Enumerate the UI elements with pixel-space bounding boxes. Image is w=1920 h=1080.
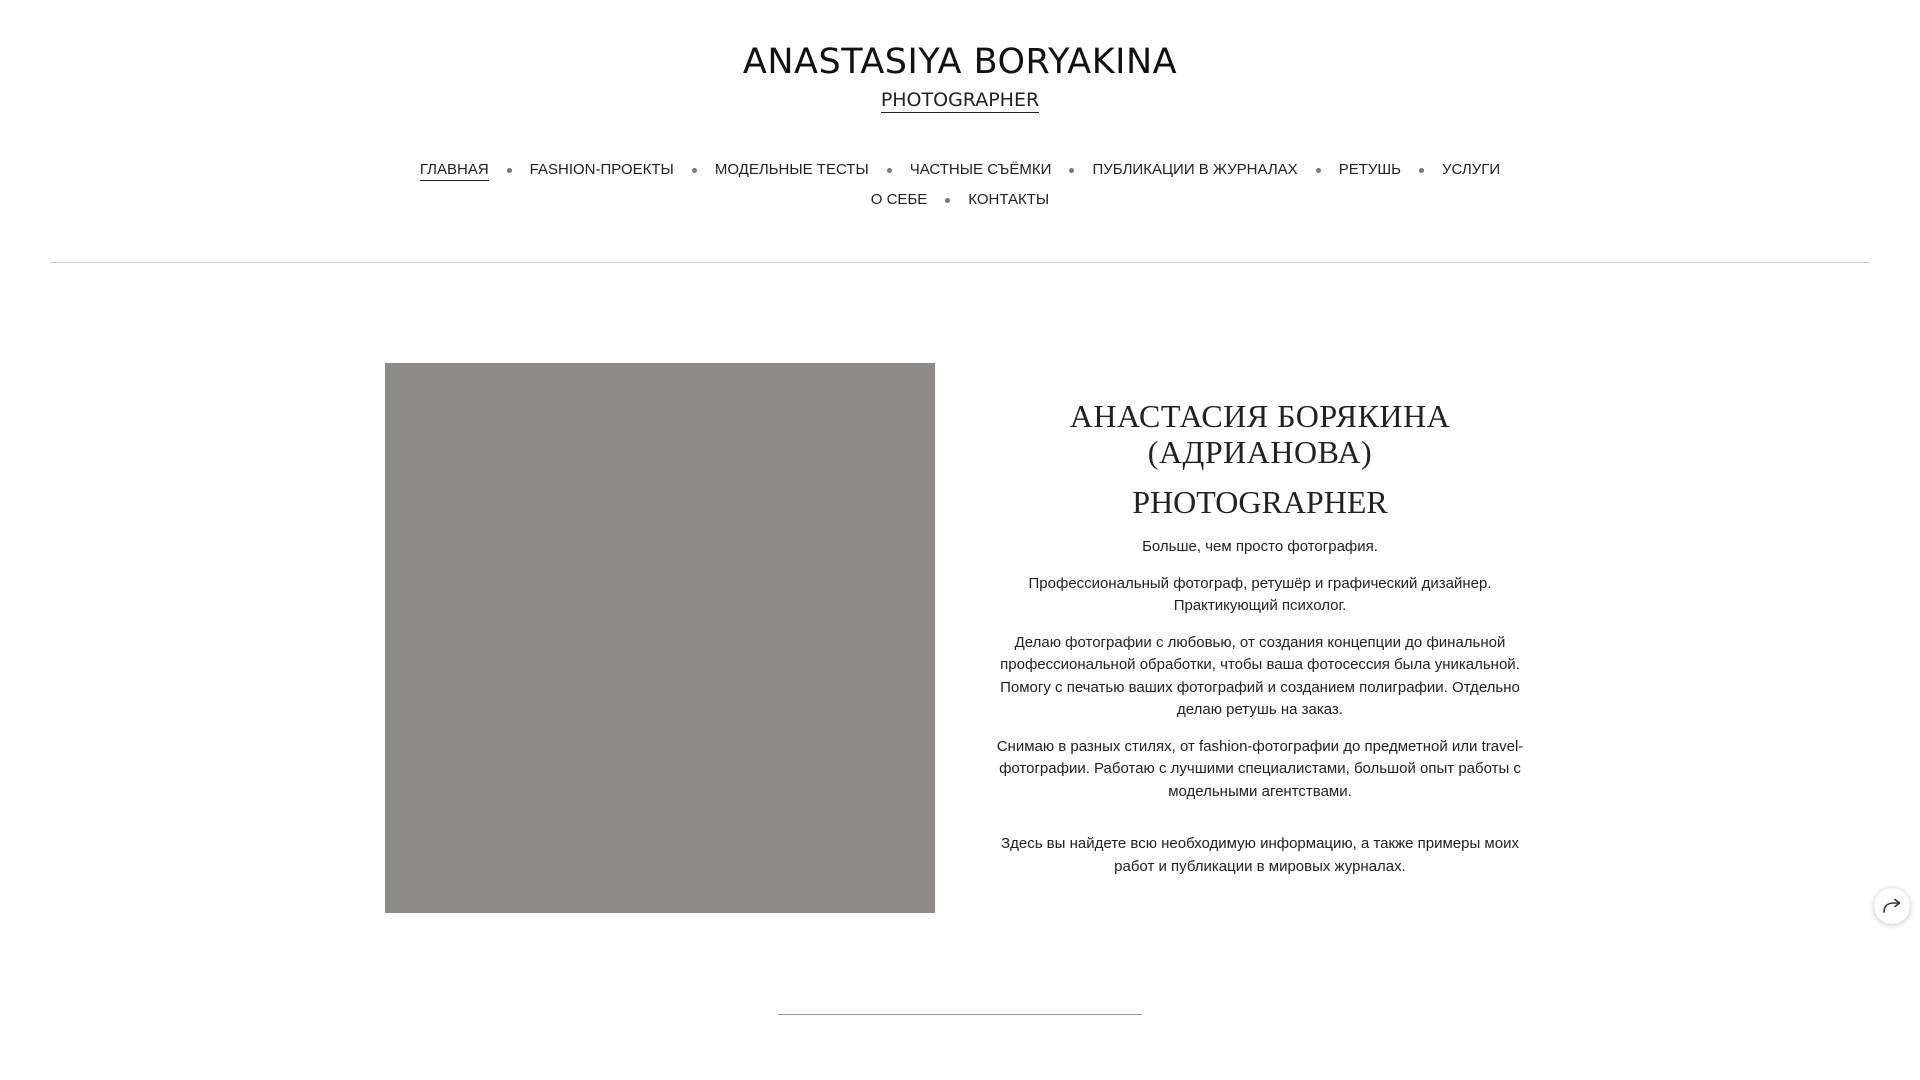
main-nav bbox=[0, 155, 1920, 215]
intro-section bbox=[990, 398, 1530, 892]
intro-paragraph: Здесь вы найдете всю необходимую информацию, а также примеры моих работ и публикации в мировых журналах. bbox=[1001, 835, 1519, 875]
share-button[interactable] bbox=[1874, 888, 1910, 924]
nav-item-about[interactable]: О СЕБЕ bbox=[870, 191, 928, 208]
nav-separator-dot bbox=[887, 168, 892, 173]
nav-separator-dot bbox=[507, 168, 512, 173]
site-header bbox=[0, 38, 1920, 113]
section-divider bbox=[778, 1014, 1142, 1015]
intro-title-line2: (АДРИАНОВА) bbox=[1147, 434, 1373, 470]
intro-title bbox=[990, 398, 1530, 470]
nav-item-fashion-projects[interactable]: FASHION-ПРОЕКТЫ bbox=[529, 161, 674, 178]
nav-item-publications[interactable]: ПУБЛИКАЦИИ В ЖУРНАЛАХ bbox=[1092, 161, 1298, 178]
nav-item-retouch[interactable]: РЕТУШЬ bbox=[1338, 161, 1401, 178]
intro-paragraph: Снимаю в разных стилях, от fashion-фотографии до предметной или travel-фотографии. Работаю с лучшими специалистами, большой опыт работы с модельными агентствами. bbox=[996, 737, 1524, 800]
nav-item-services[interactable]: УСЛУГИ bbox=[1442, 161, 1501, 178]
brand-subtitle[interactable]: PHOTOGRAPHER bbox=[880, 89, 1040, 111]
intro-paragraph: Делаю фотографии с любовью, от создания концепции до финальной профессиональной обработки, чтобы ваша фотосессия была уникальной. Помогу с печатью ваших фотографий и созданием полиграфии. Отдельно делаю ретушь на заказ. bbox=[1000, 633, 1520, 718]
nav-separator-dot bbox=[1316, 168, 1321, 173]
nav-separator-dot bbox=[1419, 168, 1424, 173]
nav-row-1 bbox=[0, 155, 1920, 185]
nav-separator-dot bbox=[692, 168, 697, 173]
intro-subtitle: PHOTOGRAPHER bbox=[1132, 484, 1388, 520]
header-divider bbox=[50, 262, 1870, 263]
intro-paragraph: Больше, чем просто фотография. bbox=[1142, 538, 1378, 555]
intro-title-line1: АНАСТАСИЯ БОРЯКИНА bbox=[1069, 398, 1451, 434]
nav-separator-dot bbox=[1069, 168, 1074, 173]
share-arrow-icon bbox=[1882, 898, 1902, 914]
brand-name[interactable]: ANASTASIYA BORYAKINA bbox=[742, 42, 1178, 82]
intro-paragraph: Профессиональный фотограф, ретушёр и графический дизайнер. Практикующий психолог. bbox=[1028, 574, 1492, 614]
nav-item-model-tests[interactable]: МОДЕЛЬНЫЕ ТЕСТЫ bbox=[714, 161, 869, 178]
nav-item-private-shoots[interactable]: ЧАСТНЫЕ СЪЁМКИ bbox=[909, 161, 1052, 178]
nav-row-2 bbox=[0, 185, 1920, 215]
nav-separator-dot bbox=[945, 198, 950, 203]
portrait-photo bbox=[385, 363, 935, 913]
nav-item-contacts[interactable]: КОНТАКТЫ bbox=[968, 191, 1050, 208]
nav-item-home[interactable]: ГЛАВНАЯ bbox=[420, 160, 489, 181]
